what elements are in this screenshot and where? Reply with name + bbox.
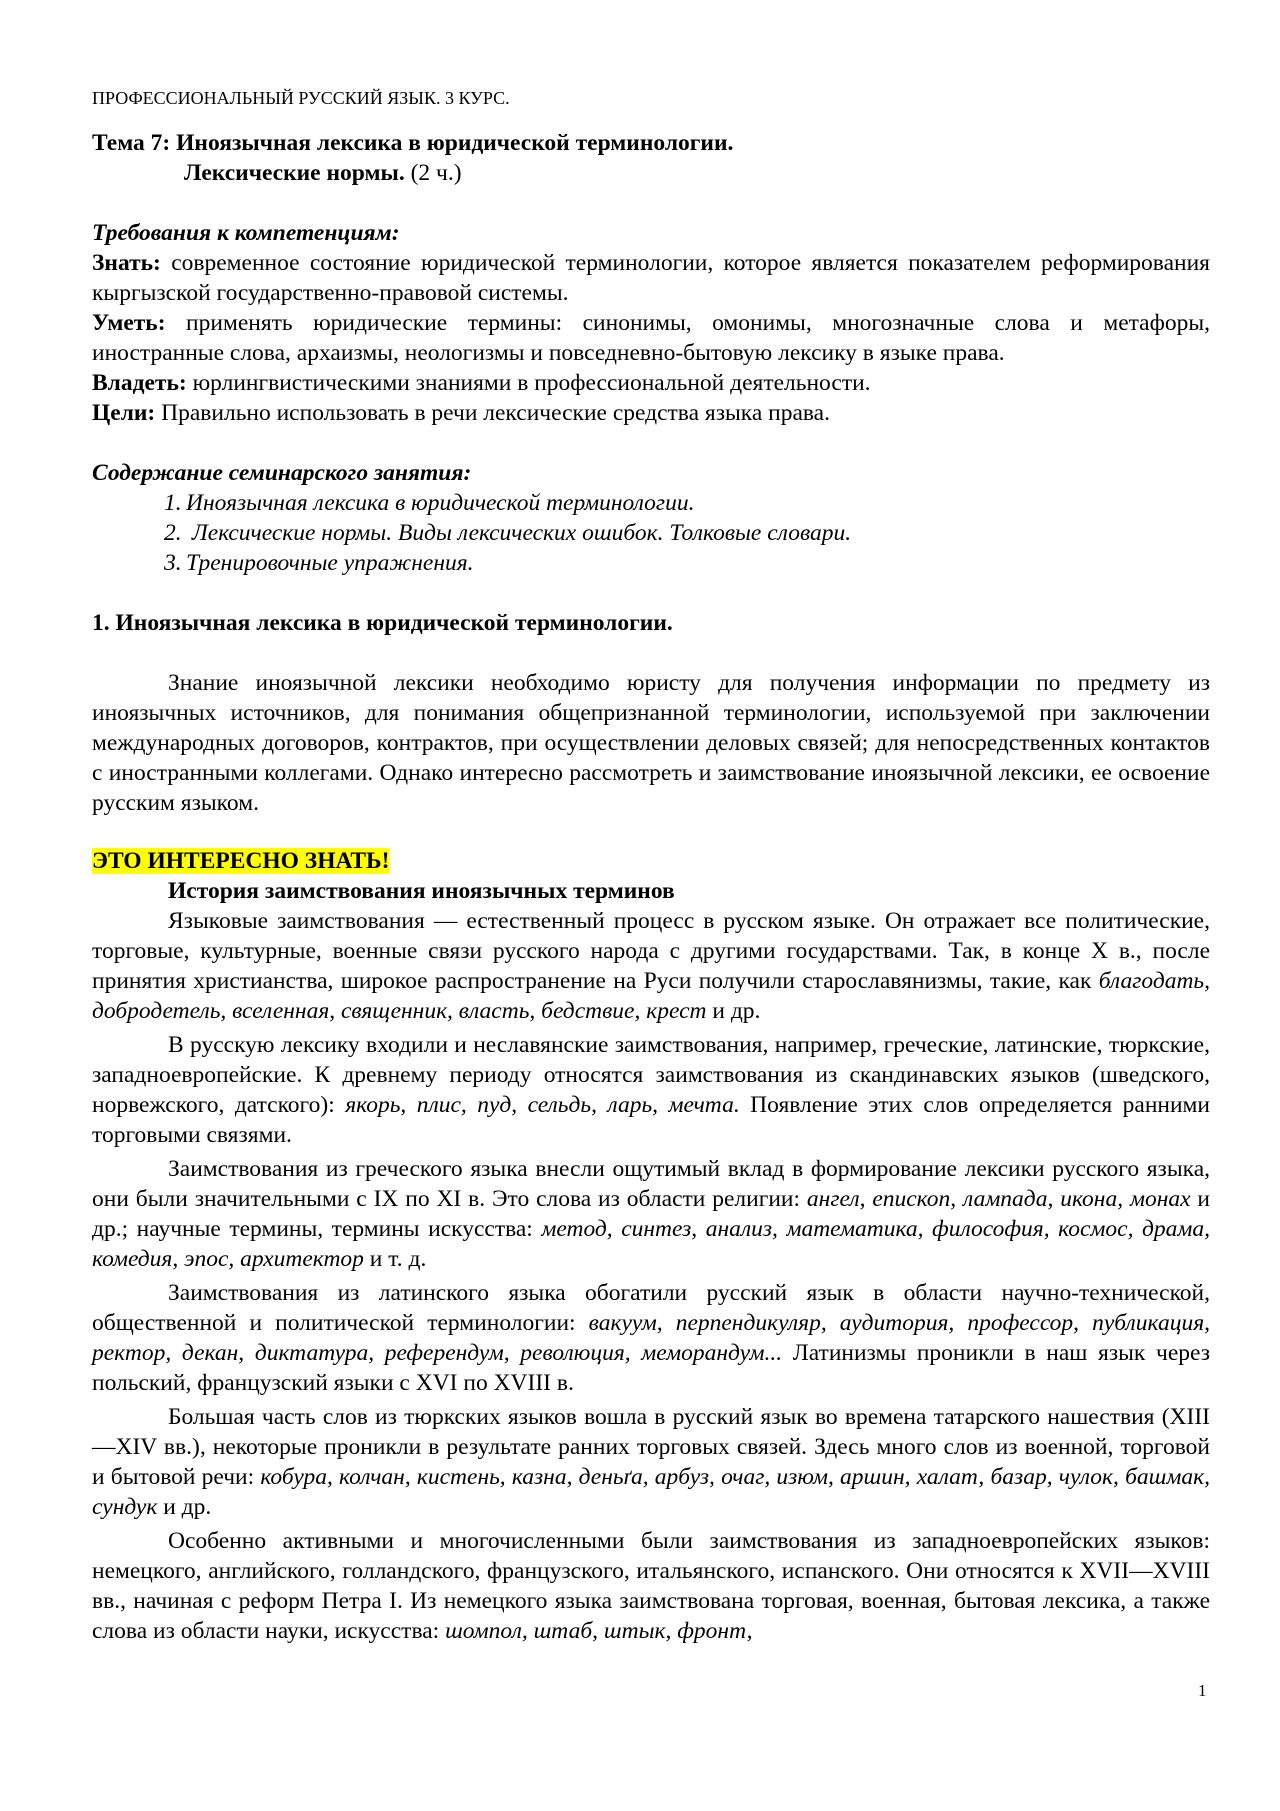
own-paragraph bbox=[92, 368, 1210, 398]
own-text: юрлингвистическими знаниями в профессиональной деятельности. bbox=[186, 370, 871, 396]
topic-hours: (2 ч.) bbox=[404, 160, 462, 186]
history-paragraph-4: Заимствования из латинского языка обогатили русский язык в области научно-технической, общественной и политической терминологии: вакуум, перпендикуляр, аудитория, профессор, публикация, ректор, декан, диктатура, референдум, революция, меморандум... Латинизмы проникли в наш язык через польский, французский языки с XVI по XVIII в. bbox=[92, 1280, 1210, 1396]
know-label: Знать: bbox=[92, 250, 161, 276]
topic-title: Тема 7: Иноязычная лексика в юридической терминологии. bbox=[92, 130, 734, 156]
course-header: ПРОФЕССИОНАЛЬНЫЙ РУССКИЙ ЯЗЫК. 3 КУРС. bbox=[92, 88, 510, 108]
highlight-label: ЭТО ИНТЕРЕСНО ЗНАТЬ! bbox=[92, 848, 390, 874]
section1-heading: 1. Иноязычная лексика в юридической терминологии. bbox=[92, 610, 673, 636]
history-paragraph-5: Большая часть слов из тюркских языков вошла в русский язык во времена татарского нашествия (XIII—XIV вв.), некоторые проникли в результате ранних торговых связей. Здесь много слов из военной, торговой и бытовой речи: кобура, колчан, кистень, казна, деньґа, арбуз, очаг, изюм, аршин, халат, базар, чулок, башмак, сундук и др. bbox=[92, 1404, 1210, 1520]
goals-text: Правильно использовать в речи лексические средства языка права. bbox=[155, 400, 830, 426]
section1-paragraph: Знание иноязычной лексики необходимо юристу для получения информации по предмету из иноязычных источников, для понимания общепризнанной терминологии, используемой при заключении международных договоров, контрактов, при осуществлении деловых связей; для непосредственных контактов с иностранными коллегами. Однако интересно рассмотреть и заимствование иноязычной лексики, ее освоение русским языком. bbox=[92, 670, 1210, 816]
history-subheading: История заимствования иноязычных терминов bbox=[168, 878, 675, 904]
can-label: Уметь: bbox=[92, 310, 166, 336]
list-item: 2. Лексические нормы. Виды лексических ошибок. Толковые словари. bbox=[164, 520, 852, 546]
can-text: применять юридические термины: синонимы, омонимы, многозначные слова и метафоры, иностранные слова, архаизмы, неологизмы и повседневно-бытовую лексику в языке права. bbox=[92, 310, 1210, 366]
seminar-heading: Содержание семинарского занятия: bbox=[92, 460, 472, 486]
page-content bbox=[92, 86, 1210, 1646]
history-paragraph-2: В русскую лексику входили и неславянские заимствования, например, греческие, латинские, тюркские, западноевропейские. К древнему периоду относятся заимствования из скандинавских языков (шведского, норвежского, датского): якорь, плис, пуд, сельдь, ларь, мечта. Появление этих слов определяется ранними торговыми связями. bbox=[92, 1032, 1211, 1148]
history-paragraph-6: Особенно активными и многочисленными были заимствования из западноевропейских языков: немецкого, английского, голландского, французского, итальянского, испанского. Они относятся к XVII—XVIII вв., начиная с реформ Петра I. Из немецкого языка заимствована торговая, военная, бытовая лексика, а также слова из области науки, искусства: шомпол, штаб, штык, фронт, bbox=[92, 1528, 1210, 1644]
history-paragraph-1: Языковые заимствования — естественный процесс в русском языке. Он отражает все политические, торговые, культурные, военные связи русского народа с другими государствами. Так, в конце X в., после принятия христианства, широкое распространение на Руси получили старославянизмы, такие, как благодать, добродетель, вселенная, священник, власть, бедствие, крест и др. bbox=[92, 908, 1210, 1024]
list-item: 1. Иноязычная лексика в юридической терминологии. bbox=[164, 490, 695, 516]
seminar-list bbox=[92, 488, 1210, 578]
know-paragraph bbox=[92, 248, 1210, 308]
can-paragraph bbox=[92, 308, 1210, 368]
own-label: Владеть: bbox=[92, 370, 187, 396]
topic-subtitle-bold: Лексические нормы. bbox=[184, 160, 405, 186]
topic-subtitle bbox=[92, 158, 1210, 188]
goals-label: Цели: bbox=[92, 400, 156, 426]
list-item: 3. Тренировочные упражнения. bbox=[164, 550, 474, 576]
history-paragraph-3: Заимствования из греческого языка внесли ощутимый вклад в формирование лексики русского языка, они были значительными с IX по XI в. Это слова из области религии: ангел, епископ, лампада, икона, монах и др.; научные термины, термины искусства: метод, синтез, анализ, математика, философия, космос, драма, комедия, эпос, архитектор и т. д. bbox=[92, 1156, 1210, 1272]
competencies-heading: Требования к компетенциям: bbox=[92, 220, 400, 246]
goals-paragraph bbox=[92, 398, 1210, 428]
interesting-banner bbox=[92, 846, 1210, 876]
know-text: современное состояние юридической терминологии, которое является показателем реформирования кыргызской государственно-правовой системы. bbox=[92, 250, 1210, 306]
page-number: 1 bbox=[1198, 1681, 1207, 1700]
